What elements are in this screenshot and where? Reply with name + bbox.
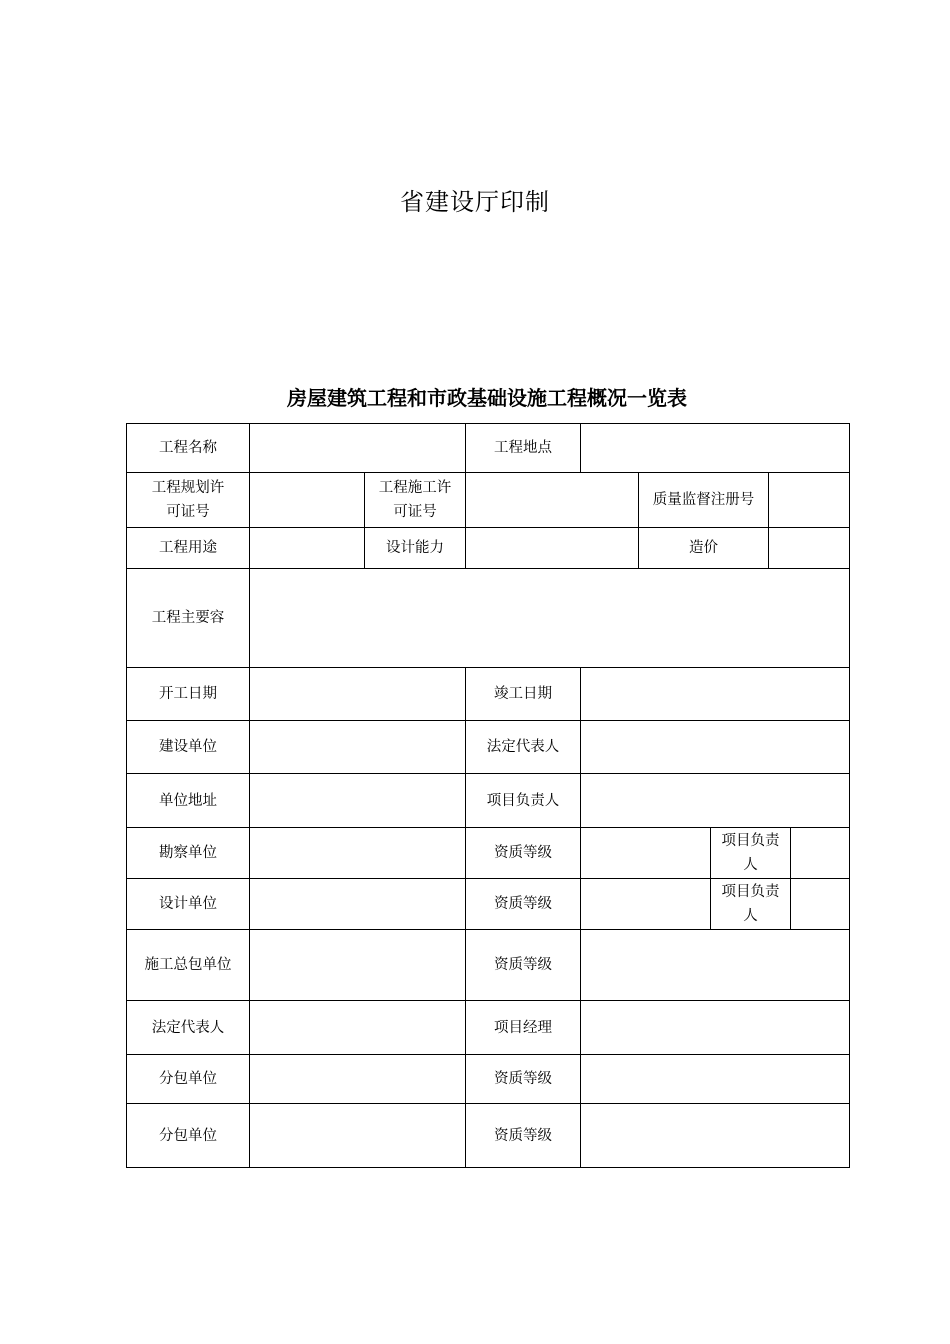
label-contractor-legal-rep: 法定代表人 (127, 1001, 250, 1055)
label-design-leader-line1: 项目负责 (721, 884, 780, 900)
value-project-manager[interactable] (581, 1001, 850, 1055)
table-row (127, 528, 850, 569)
table-row (127, 930, 850, 1001)
value-subcontractor-1[interactable] (250, 1055, 466, 1104)
table-row (127, 1055, 850, 1104)
value-planning-permit[interactable] (250, 473, 365, 528)
label-planning-permit-line2: 可证号 (166, 504, 210, 520)
label-construction-permit-line1: 工程施工许 (378, 480, 452, 496)
value-project-name[interactable] (250, 424, 466, 473)
table-row (127, 1104, 850, 1168)
label-survey-leader (711, 828, 791, 879)
label-subcontractor-2-qualification: 资质等级 (466, 1104, 581, 1168)
value-design-unit[interactable] (250, 879, 466, 930)
project-overview-table (126, 423, 850, 1168)
label-start-date: 开工日期 (127, 668, 250, 721)
value-design-qualification[interactable] (581, 879, 711, 930)
label-cost: 造价 (639, 528, 769, 569)
label-project-manager: 项目经理 (466, 1001, 581, 1055)
table-row (127, 424, 850, 473)
label-project-leader: 项目负责人 (466, 774, 581, 828)
table-row (127, 879, 850, 930)
label-subcontractor-1: 分包单位 (127, 1055, 250, 1104)
label-general-contractor: 施工总包单位 (127, 930, 250, 1001)
label-design-capacity: 设计能力 (365, 528, 466, 569)
value-project-use[interactable] (250, 528, 365, 569)
label-design-leader (711, 879, 791, 930)
table-row (127, 569, 850, 668)
label-survey-unit: 勘察单位 (127, 828, 250, 879)
value-contractor-legal-rep[interactable] (250, 1001, 466, 1055)
label-construction-permit-line2: 可证号 (393, 504, 437, 520)
label-subcontractor-1-qualification: 资质等级 (466, 1055, 581, 1104)
value-contractor-qualification[interactable] (581, 930, 850, 1001)
label-unit-address: 单位地址 (127, 774, 250, 828)
label-survey-leader-line2: 人 (743, 857, 758, 873)
value-design-capacity[interactable] (466, 528, 639, 569)
label-survey-leader-line1: 项目负责 (721, 833, 780, 849)
value-project-leader[interactable] (581, 774, 850, 828)
publisher-title: 省建设厅印制 (400, 188, 550, 216)
value-completion-date[interactable] (581, 668, 850, 721)
value-cost[interactable] (769, 528, 850, 569)
table-row (127, 774, 850, 828)
label-legal-rep: 法定代表人 (466, 721, 581, 774)
label-design-unit: 设计单位 (127, 879, 250, 930)
table-row (127, 473, 850, 528)
label-subcontractor-2: 分包单位 (127, 1104, 250, 1168)
value-survey-leader[interactable] (791, 828, 850, 879)
label-project-name: 工程名称 (127, 424, 250, 473)
label-design-leader-line2: 人 (743, 908, 758, 924)
table-row (127, 721, 850, 774)
value-construction-permit[interactable] (466, 473, 639, 528)
value-subcontractor-2-qualification[interactable] (581, 1104, 850, 1168)
label-planning-permit (127, 473, 250, 528)
value-survey-qualification[interactable] (581, 828, 711, 879)
table-row (127, 828, 850, 879)
label-planning-permit-line1: 工程规划许 (151, 480, 225, 496)
label-contractor-qualification: 资质等级 (466, 930, 581, 1001)
value-main-content[interactable] (250, 569, 850, 668)
label-project-location: 工程地点 (466, 424, 581, 473)
value-survey-unit[interactable] (250, 828, 466, 879)
value-design-leader[interactable] (791, 879, 850, 930)
label-completion-date: 竣工日期 (466, 668, 581, 721)
value-legal-rep[interactable] (581, 721, 850, 774)
value-quality-reg-no[interactable] (769, 473, 850, 528)
value-start-date[interactable] (250, 668, 466, 721)
label-construction-permit (365, 473, 466, 528)
label-design-qualification: 资质等级 (466, 879, 581, 930)
value-subcontractor-1-qualification[interactable] (581, 1055, 850, 1104)
value-general-contractor[interactable] (250, 930, 466, 1001)
label-quality-reg-no: 质量监督注册号 (639, 473, 769, 528)
value-developer[interactable] (250, 721, 466, 774)
label-project-use: 工程用途 (127, 528, 250, 569)
label-survey-qualification: 资质等级 (466, 828, 581, 879)
value-subcontractor-2[interactable] (250, 1104, 466, 1168)
table-title: 房屋建筑工程和市政基础设施工程概况一览表 (287, 386, 687, 410)
value-project-location[interactable] (581, 424, 850, 473)
table-row (127, 1001, 850, 1055)
table-row (127, 668, 850, 721)
label-developer: 建设单位 (127, 721, 250, 774)
label-main-content: 工程主要容 (127, 569, 250, 668)
value-unit-address[interactable] (250, 774, 466, 828)
